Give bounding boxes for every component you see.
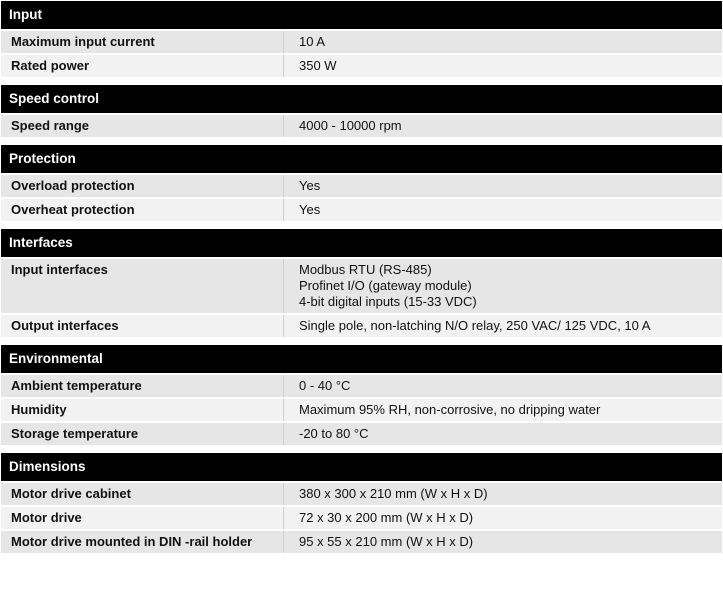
spec-value: [284, 531, 722, 553]
spec-value-line: 95 x 55 x 210 mm (W x H x D): [299, 534, 474, 549]
section-header: Speed control: [1, 85, 722, 113]
spec-row: [1, 373, 722, 397]
spec-value: [284, 199, 722, 221]
spec-section: [1, 145, 722, 221]
spec-label: Output interfaces: [1, 315, 284, 337]
spec-section: [1, 453, 722, 553]
spec-value: [284, 399, 722, 421]
spec-label: Overload protection: [1, 175, 284, 197]
section-header: Protection: [1, 145, 722, 173]
spec-label: Motor drive mounted in DIN -rail holder: [1, 531, 284, 553]
spec-value: [284, 483, 722, 505]
spec-value: [284, 31, 722, 53]
spec-value-line: Profinet I/O (gateway module): [299, 278, 472, 293]
spec-section: [1, 345, 722, 445]
spec-label: Motor drive cabinet: [1, 483, 284, 505]
spec-row: [1, 481, 722, 505]
spec-value-line: 72 x 30 x 200 mm (W x H x D): [299, 510, 474, 525]
spec-table: [1, 0, 722, 553]
spec-value-line: Yes: [299, 202, 321, 217]
spec-row: [1, 529, 722, 553]
spec-value-line: Yes: [299, 178, 321, 193]
spec-row: [1, 505, 722, 529]
spec-row: [1, 53, 722, 77]
spec-value: [284, 175, 722, 197]
spec-row: [1, 397, 722, 421]
spec-label: Ambient temperature: [1, 375, 284, 397]
section-header: Interfaces: [1, 229, 722, 257]
spec-value-line: Single pole, non-latching N/O relay, 250 VAC/ 125 VDC, 10 A: [299, 318, 651, 333]
spec-label: Maximum input current: [1, 31, 284, 53]
spec-value-line: 10 A: [299, 34, 326, 49]
spec-value-line: -20 to 80 °C: [299, 426, 369, 441]
spec-row: [1, 257, 722, 313]
spec-row: [1, 421, 722, 445]
spec-value-line: 380 x 300 x 210 mm (W x H x D): [299, 486, 488, 501]
spec-row: [1, 313, 722, 337]
spec-row: [1, 29, 722, 53]
spec-label: Speed range: [1, 115, 284, 137]
spec-value: [284, 423, 722, 445]
spec-value-line: 0 - 40 °C: [299, 378, 351, 393]
spec-label: Input interfaces: [1, 259, 284, 313]
spec-label: Storage temperature: [1, 423, 284, 445]
spec-section: [1, 85, 722, 137]
spec-value: [284, 55, 722, 77]
spec-value-line: 4-bit digital inputs (15-33 VDC): [299, 294, 477, 309]
spec-label: Humidity: [1, 399, 284, 421]
spec-value-line: 350 W: [299, 58, 337, 73]
section-header: Input: [1, 1, 722, 29]
spec-label: Rated power: [1, 55, 284, 77]
spec-value: [284, 507, 722, 529]
spec-row: [1, 173, 722, 197]
spec-section: [1, 1, 722, 77]
section-header: Environmental: [1, 345, 722, 373]
spec-value: [284, 259, 722, 313]
spec-label: Motor drive: [1, 507, 284, 529]
spec-value-line: Modbus RTU (RS-485): [299, 262, 432, 277]
spec-row: [1, 197, 722, 221]
spec-value: [284, 115, 722, 137]
section-header: Dimensions: [1, 453, 722, 481]
spec-row: [1, 113, 722, 137]
spec-value: [284, 315, 722, 337]
spec-value-line: 4000 - 10000 rpm: [299, 118, 402, 133]
spec-section: [1, 229, 722, 337]
spec-value-line: Maximum 95% RH, non-corrosive, no dripping water: [299, 402, 601, 417]
spec-label: Overheat protection: [1, 199, 284, 221]
spec-value: [284, 375, 722, 397]
